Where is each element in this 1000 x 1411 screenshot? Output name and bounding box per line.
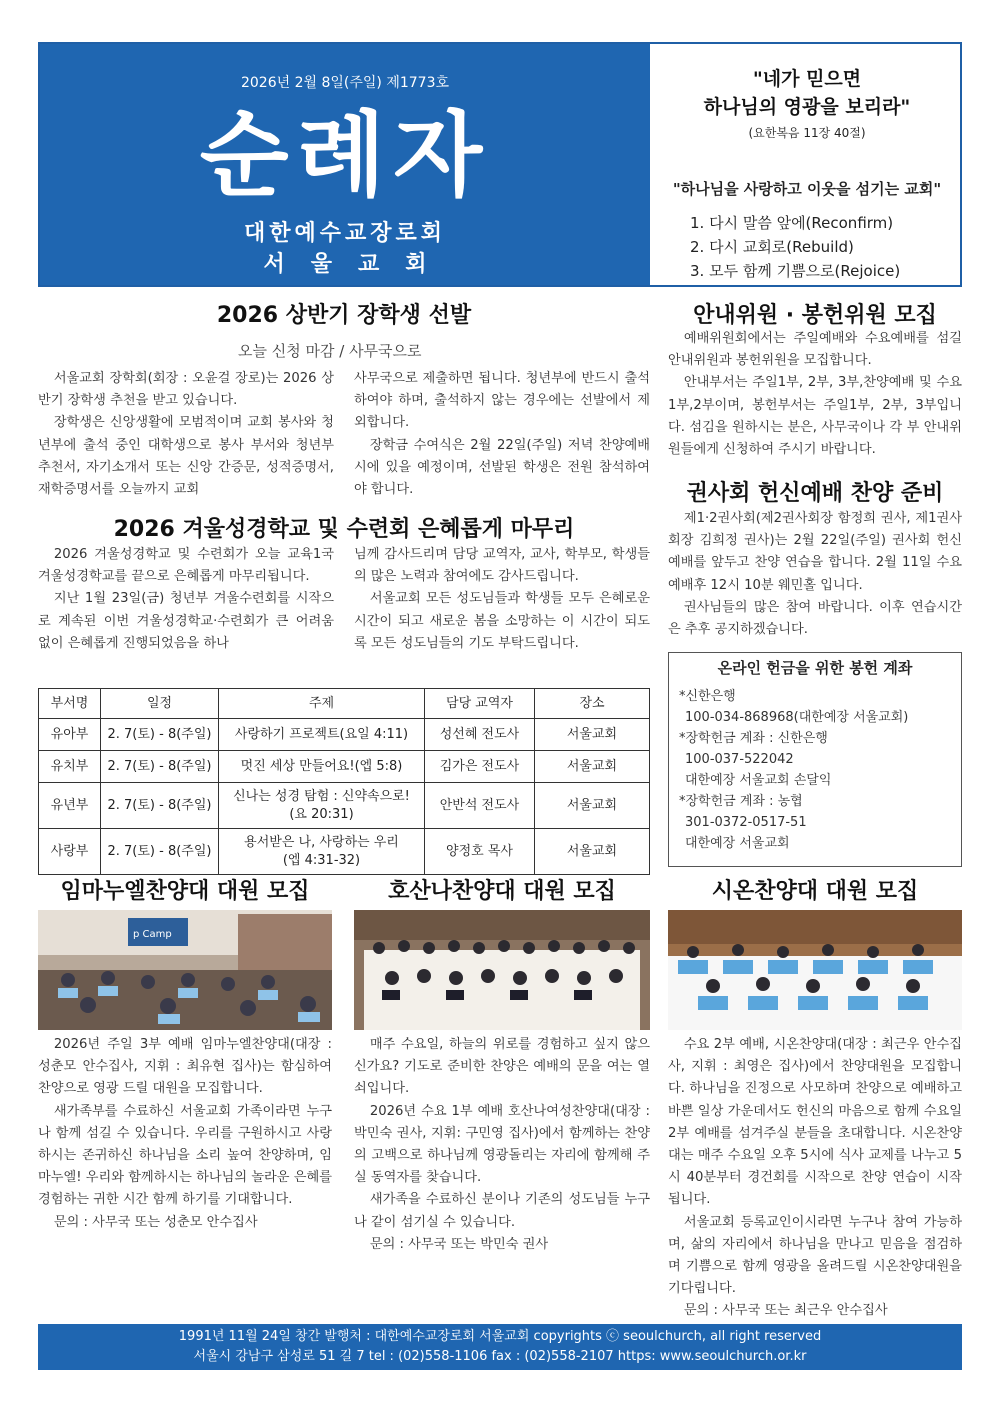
ushers-body: [668, 328, 962, 461]
account-line: 301-0372-0517-51: [685, 815, 807, 830]
table-cell: 2. 7(토) - 8(주일): [101, 783, 219, 829]
table-cell: 사랑부: [39, 829, 101, 875]
table-cell: [219, 783, 425, 829]
winter-school-title: 2026 겨울성경학교 및 수련회 은혜롭게 마무리: [113, 517, 575, 542]
table-row: [39, 783, 650, 829]
theme-line: (요 20:31): [289, 806, 354, 822]
account-title: 온라인 헌금을 위한 봉헌 계좌: [717, 659, 913, 677]
paragraph: 문의 : 사무국 또는 박민숙 권사: [369, 1236, 549, 1252]
paragraph: 지난 1월 23일(금) 청년부 겨울수련회를 시작으로 계속된 이번 겨울성경학교·수련회가 큰 어려움 없이 은혜롭게 진행되었음을 하나: [38, 591, 334, 651]
paragraph: 수요 2부 예배, 시온찬양대(대장 : 최근우 안수집사, 지휘 : 최영은 집사)에서 찬양대원을 모집합니다. 하나님을 진정으로 사모하며 찬양으로 예배하고 바쁜 일상 가운데서도 헌신의 마음으로 함께 수요일 2부 예배를 섬겨주실 분들을 초대합니다. 시온찬양대는 매주 수요일 오후 5시에 식사 교제를 나누고 5시 40분부터 경건회를 시작으로 찬양 연습이 시작됩니다.: [668, 1037, 962, 1208]
goal-item: 3. 모두 함께 기쁨으로(Rejoice): [690, 262, 901, 280]
paragraph: 매주 수요일, 하늘의 위로를 경험하고 싶지 않으신가요? 기도로 준비한 찬양은 예배의 문을 여는 열쇠입니다.: [354, 1037, 650, 1097]
account-line: *신한은행: [679, 689, 736, 704]
immanuel-choir-title: 임마누엘찬양대 대원 모집: [60, 879, 310, 904]
hosanna-choir-photo: [354, 910, 650, 1030]
table-cell: 유아부: [39, 719, 101, 751]
winter-school-column-1: [38, 544, 334, 655]
paragraph: 권사님들의 많은 참여 바랍니다. 이후 연습시간은 추후 공지하겠습니다.: [668, 599, 962, 638]
paragraph: 문의 : 사무국 또는 최근우 안수집사: [683, 1303, 888, 1319]
offering-account-box: [668, 652, 962, 867]
table-cell: 서울교회: [535, 829, 650, 875]
paragraph: 2026년 수요 1부 예배 호산나여성찬양대(대장 : 박민숙 권사, 지휘: 구민영 집사)에서 함께하는 찬양의 고백으로 하나님께 영광돌리는 자리에 함께해 주실 동역자를 찾습니다.: [354, 1103, 650, 1186]
account-line: 100-034-868968(대한예장 서울교회): [685, 710, 909, 725]
paragraph: 안내부서는 주일1부, 2부, 3부,찬양예배 및 수요1부,2부이며, 봉헌부서는 주일1부, 2부, 3부입니다. 섬김을 원하시는 분은, 사무국이나 각 부 안내위원들에게 신청하여 주시기 바랍니다.: [668, 375, 962, 458]
table-cell: 서울교회: [535, 719, 650, 751]
hosanna-choir-title: 호산나찬양대 대원 모집: [388, 879, 616, 904]
table-row: [39, 751, 650, 783]
column-header: 장소: [535, 689, 650, 719]
column-header: 일정: [101, 689, 219, 719]
camp-sign-text: p Camp: [133, 929, 172, 940]
paragraph: 2026년 주일 3부 예배 임마누엘찬양대(대장 : 성춘모 안수집사, 지휘 : 최유현 집사)는 함심하여 찬양으로 영광 드릴 대원을 모집합니다.: [38, 1037, 332, 1097]
table-cell: 멋진 세상 만들어요!(엡 5:8): [219, 751, 425, 783]
account-line: 대한예장 서울교회 손달익: [685, 773, 832, 788]
paragraph: 예배위원회에서는 주일예배와 수요예배를 섬길 안내위원과 봉헌위원을 모집합니다.: [668, 331, 962, 369]
table-cell: 안반석 전도사: [425, 783, 535, 829]
verse-reference: (요한복음 11장 40절): [748, 126, 866, 140]
scholarship-column-2: [354, 368, 650, 501]
footer-line-1: 1991년 11월 24일 창간 발행처 : 대한예수교장로회 서울교회 copyrights ⓒ seoulchurch, all right reserved: [178, 1329, 822, 1344]
church-name: 서울교회: [263, 252, 453, 277]
winter-school-column-2: [354, 544, 650, 655]
table-cell: 2. 7(토) - 8(주일): [101, 719, 219, 751]
table-cell: 김가은 전도사: [425, 751, 535, 783]
zion-choir-photo: [668, 910, 962, 1030]
table-cell: 서울교회: [535, 783, 650, 829]
table-cell: 2. 7(토) - 8(주일): [101, 829, 219, 875]
scholarship-subtitle: 오늘 신청 마감 / 사무국으로: [238, 342, 422, 360]
account-line: 대한예장 서울교회: [685, 836, 790, 851]
paragraph: 2026 겨울성경학교 및 수련회가 오늘 교육1국 겨울성경학교를 끝으로 은혜롭게 마무리됩니다.: [38, 547, 334, 585]
table-cell: [219, 829, 425, 875]
paragraph: 제1·2권사회(제2권사회장 함정희 권사, 제1권사회장 김희정 권사)는 2월 22일(주일) 권사회 헌신예배를 앞두고 찬양 연습을 합니다. 2월 11일 수요예배후 12시 10분 웨민홀 입니다.: [668, 511, 962, 593]
paragraph: 새가족부를 수료하신 서울교회 가족이라면 누구나 함께 섬길 수 있습니다. 우리를 구원하시고 사랑하시는 존귀하신 하나님을 소리 높여 찬양하며, 임마누엘! 우리와 함께하시는 하나님의 놀라운 은혜를 경험하는 귀한 시간 함께 하기를 기대합니다.: [38, 1103, 332, 1208]
table-row: [39, 719, 650, 751]
paragraph: 장학금 수여식은 2월 22일(주일) 저녁 찬양예배 시에 있을 예정이며, 선발된 학생은 전원 참석하여야 합니다.: [354, 437, 650, 498]
table-cell: 성선혜 전도사: [425, 719, 535, 751]
masthead: [38, 42, 962, 287]
schedule-table: [38, 688, 650, 875]
account-line: *장학헌금 계좌 : 신한은행: [679, 731, 828, 746]
footer-line-2: 서울시 강남구 삼성로 51 길 7 tel : (02)558-1106 fax : (02)558-2107 https: www.seoulchurch.or.kr: [193, 1349, 807, 1364]
hosanna-choir-body: [354, 1034, 650, 1256]
scholarship-title: 2026 상반기 장학생 선발: [216, 303, 472, 328]
deaconess-body: [668, 508, 962, 641]
verse-line-1: "네가 믿으면: [752, 68, 862, 90]
zion-choir-body: [668, 1034, 962, 1323]
goal-item: 2. 다시 교회로(Rebuild): [690, 238, 854, 256]
table-cell: 유치부: [39, 751, 101, 783]
paragraph: 서울교회 모든 성도님들과 학생들 모두 은혜로운 시간이 되고 새로운 봄을 소망하는 이 시간이 되도록 모든 성도님들의 기도 부탁드립니다.: [354, 591, 650, 651]
table-cell: 양정호 목사: [425, 829, 535, 875]
theme-line: 신나는 성경 탐험 : 신약속으로!: [233, 788, 410, 804]
paragraph: 님께 감사드리며 담당 교역자, 교사, 학부모, 학생들의 많은 노력과 참여에도 감사드립니다.: [354, 547, 650, 585]
table-cell: 사랑하기 프로젝트(요일 4:11): [219, 719, 425, 751]
issue-date: 2026년 2월 8일(주일) 제1773호: [240, 75, 449, 91]
paragraph: 장학생은 신앙생활에 모범적이며 교회 봉사와 청년부에 출석 중인 대학생으로 봉사 부서와 청년부 추천서, 자기소개서 또는 신앙 간증문, 성적증명서, 재학증명서를 오늘까지 교회: [38, 415, 334, 498]
footer: [38, 1324, 962, 1370]
column-header: 담당 교역자: [425, 689, 535, 719]
masthead-title-panel: [40, 44, 650, 285]
zion-choir-title: 시온찬양대 대원 모집: [711, 879, 919, 904]
paragraph: 문의 : 사무국 또는 성춘모 안수집사: [53, 1214, 258, 1230]
church-motto: "하나님을 사랑하고 이웃을 섬기는 교회": [672, 180, 942, 198]
paragraph: 서울교회 등록교인이시라면 누구나 참여 가능하며, 삶의 자리에서 하나님을 만나고 믿음을 점검하며 기쁨으로 함께 영광을 올려드릴 시온찬양대원을 기다립니다.: [668, 1214, 962, 1297]
immanuel-choir-photo: [38, 910, 332, 1030]
column-header: 부서명: [39, 689, 101, 719]
table-header-row: [39, 689, 650, 719]
masthead-verse-panel: [652, 44, 962, 285]
deaconess-title: 권사회 헌신예배 찬양 준비: [686, 481, 944, 506]
account-line: *장학헌금 계좌 : 농협: [679, 794, 803, 809]
scholarship-column-1: [38, 368, 334, 501]
column-header: 주제: [219, 689, 425, 719]
theme-line: (엡 4:31-32): [282, 852, 361, 868]
table-cell: 서울교회: [535, 751, 650, 783]
table-row: [39, 829, 650, 875]
verse-line-2: 하나님의 영광을 보리라": [703, 96, 911, 118]
denomination-name: 대한예수교장로회: [243, 221, 447, 246]
table-cell: 2. 7(토) - 8(주일): [101, 751, 219, 783]
table-cell: 유년부: [39, 783, 101, 829]
newsletter-title: 순례자: [199, 102, 491, 209]
paragraph: 사무국으로 제출하면 됩니다. 청년부에 반드시 출석하여야 하며, 출석하지 않는 경우에는 선발에서 제외합니다.: [354, 371, 650, 431]
account-line: 100-037-522042: [685, 752, 794, 767]
goal-item: 1. 다시 말씀 앞에(Reconfirm): [690, 214, 894, 232]
theme-line: 용서받은 나, 사랑하는 우리: [244, 834, 399, 850]
paragraph: 서울교회 장학회(회장 : 오윤걸 장로)는 2026 상반기 장학생 추천을 받고 있습니다.: [38, 371, 334, 409]
ushers-title: 안내위원 · 봉헌위원 모집: [693, 303, 937, 328]
immanuel-choir-body: [38, 1034, 332, 1234]
paragraph: 새가족을 수료하신 분이나 기존의 성도님들 누구나 같이 섬기실 수 있습니다.: [354, 1192, 650, 1230]
